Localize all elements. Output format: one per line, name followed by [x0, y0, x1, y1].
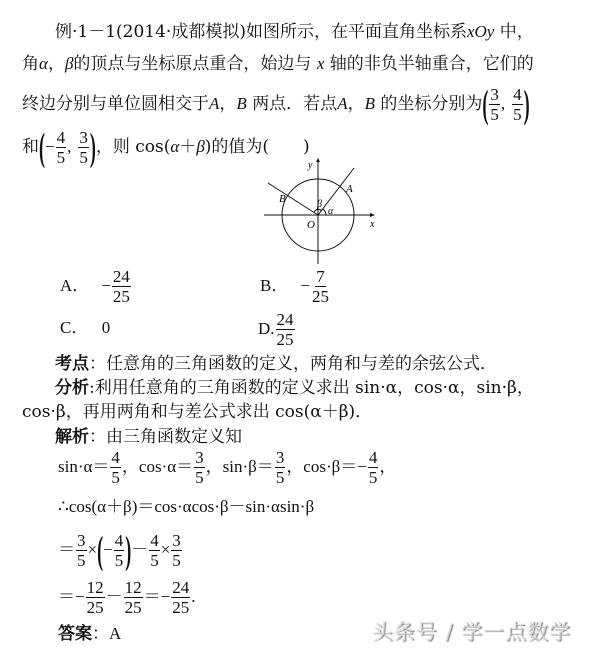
fraction — [114, 531, 125, 570]
point-a-label: A — [346, 183, 353, 195]
angle-alpha-arc — [323, 209, 326, 215]
numerator: 24 — [112, 266, 130, 286]
fenxi-text: :利用任意角的三角函数的定义求出 sin·α，cos·α，sin·β， — [89, 378, 534, 398]
fraction — [171, 531, 182, 570]
fraction — [171, 578, 190, 617]
equals-minus: ＝− — [143, 587, 171, 606]
option-a[interactable] — [60, 266, 132, 306]
problem-line-2 — [22, 54, 534, 74]
var-alpha: α — [170, 137, 180, 156]
numerator: 12 — [124, 577, 142, 597]
minus-sign: − — [45, 137, 55, 156]
formula-line — [58, 497, 314, 517]
fraction — [275, 448, 286, 487]
var-beta: β — [196, 137, 205, 156]
point-a-label: A — [209, 94, 220, 113]
sum-formula: ∴cos(α＋β)＝cos·αcos·β－sin·αsin·β — [58, 497, 315, 516]
fraction — [56, 128, 67, 167]
problem-text: ， — [347, 94, 365, 114]
option-d[interactable] — [258, 309, 296, 349]
numerator: 24 — [172, 577, 190, 597]
option-b[interactable] — [260, 266, 331, 306]
origin-label: O — [307, 219, 315, 231]
numerator: 3 — [275, 447, 285, 467]
problem-text: ，则 cos( — [95, 137, 171, 157]
minus-sign: － — [105, 587, 123, 606]
minus-sign: − — [300, 276, 310, 295]
fraction — [276, 310, 295, 349]
right-paren: ) — [89, 125, 96, 169]
right-paren: ) — [523, 82, 530, 126]
numerator: 3 — [79, 127, 88, 147]
var-xoy: xOy — [466, 22, 495, 41]
denominator: 25 — [311, 286, 329, 306]
fraction — [311, 267, 330, 306]
denominator: 5 — [111, 467, 120, 487]
step2-line — [58, 576, 195, 618]
fraction — [489, 85, 500, 124]
step1-line — [58, 524, 183, 576]
times-sign: × — [87, 540, 98, 559]
denominator: 5 — [195, 467, 204, 487]
comma: ， — [379, 457, 397, 476]
minus-sign: － — [131, 540, 149, 559]
problem-text: 和 — [22, 137, 39, 157]
numerator: 24 — [276, 309, 294, 329]
option-label: D. — [258, 319, 275, 338]
problem-text: 的顶点与坐标原点重合，始边与 — [73, 54, 312, 74]
jiexi-text: ：由三角函数定义知 — [89, 427, 242, 447]
point-b-label: B — [364, 94, 375, 113]
left-paren: ( — [97, 528, 104, 572]
numerator: 4 — [150, 530, 159, 550]
problem-text: 中， — [499, 22, 534, 42]
numerator: 7 — [316, 266, 325, 286]
left-paren: ( — [482, 82, 489, 126]
plus-sign: ＋ — [179, 137, 197, 157]
equals-sign: ＝ — [58, 540, 75, 559]
x-label: x — [370, 219, 375, 230]
sin-alpha-lhs: sin·α＝ — [58, 457, 110, 476]
problem-text: 终边分别与单位圆相交于 — [22, 94, 209, 114]
problem-text: 两点．若点 — [252, 94, 338, 114]
minus-sign: − — [101, 276, 111, 295]
denominator: 5 — [77, 550, 86, 570]
y-arrow-icon — [316, 158, 320, 162]
numerator: 4 — [111, 447, 120, 467]
kaodian-line — [55, 354, 497, 374]
denominator: 5 — [172, 550, 181, 570]
trig-values-line — [58, 446, 396, 488]
numerator: 4 — [513, 84, 522, 104]
watermark: 头条号 / 学一点数学 — [372, 620, 572, 644]
terminal-side-b — [268, 183, 318, 215]
fraction — [86, 578, 105, 617]
answer-label: 答案 — [58, 624, 92, 644]
x-arrow-icon — [370, 213, 375, 217]
period: . — [191, 587, 196, 606]
denominator: 5 — [490, 104, 499, 124]
denominator: 25 — [112, 286, 130, 306]
problem-text: ， — [47, 54, 65, 74]
denominator: 5 — [368, 467, 378, 487]
option-label: A． — [60, 276, 90, 295]
denominator: 5 — [513, 104, 522, 124]
problem-line-3 — [22, 84, 530, 124]
answer-value: ：A — [92, 624, 122, 643]
point-b-label: B — [279, 193, 286, 205]
jiexi-label: 解析 — [55, 427, 89, 447]
denominator: 25 — [86, 597, 104, 617]
cos-beta-lhs: ，cos·β＝− — [286, 457, 367, 476]
problem-text: ， — [219, 94, 237, 114]
problem-text: 角 — [22, 54, 39, 74]
option-value: 0 — [101, 318, 111, 337]
jiexi-line — [55, 427, 242, 447]
fraction — [110, 448, 121, 487]
problem-text: )的值为( ) — [204, 137, 310, 157]
fenxi-text: cos·β，再用两角和与差公式求出 cos(α＋β)． — [22, 402, 373, 422]
kaodian-text: ：任意角的三角函数的定义，两角和与差的余弦公式． — [89, 354, 497, 374]
times-sign: × — [160, 540, 171, 559]
fraction — [194, 448, 205, 487]
denominator: 5 — [150, 550, 159, 570]
answer-line — [58, 624, 121, 644]
var-alpha: α — [39, 54, 48, 73]
denominator: 25 — [172, 597, 190, 617]
unit-circle-diagram — [262, 158, 378, 266]
denominator: 5 — [79, 147, 88, 167]
numerator: 3 — [195, 447, 204, 467]
denominator: 5 — [114, 550, 124, 570]
point-b-label: B — [236, 94, 247, 113]
fenxi-line-2 — [22, 402, 372, 422]
denominator: 5 — [56, 147, 66, 167]
fenxi-label: 分析 — [55, 378, 89, 398]
comma: , — [500, 94, 506, 113]
numerator: 3 — [172, 530, 181, 550]
var-x: x — [316, 54, 325, 73]
y-label: y — [308, 160, 313, 171]
fraction — [76, 531, 87, 570]
numerator: 12 — [86, 577, 104, 597]
fraction — [78, 128, 89, 167]
kaodian-label: 考点 — [55, 354, 89, 374]
cos-alpha-lhs: ，cos·α＝ — [121, 457, 194, 476]
denominator: 5 — [275, 467, 285, 487]
fraction — [368, 448, 379, 487]
point-a-label: A — [337, 94, 348, 113]
denominator: 25 — [124, 597, 142, 617]
numerator: 3 — [490, 84, 499, 104]
fraction — [512, 85, 523, 124]
minus-sign: − — [103, 540, 113, 559]
equals-minus: ＝− — [58, 587, 85, 606]
option-label: B． — [260, 276, 289, 295]
fenxi-line — [55, 378, 534, 398]
numerator: 4 — [114, 530, 124, 550]
option-c[interactable] — [60, 318, 110, 338]
problem-text: 例·1－1(2014·成都模拟)如图所示，在平面直角坐标系 — [55, 22, 467, 42]
var-beta: β — [64, 54, 74, 73]
problem-text: 的坐标分别为 — [380, 94, 483, 114]
numerator: 4 — [368, 447, 378, 467]
option-label: C． — [60, 318, 89, 337]
fraction — [124, 578, 143, 617]
sin-beta-lhs: ，sin·β＝ — [205, 457, 274, 476]
fraction — [112, 267, 131, 306]
comma: , — [67, 137, 72, 156]
alpha-label: α — [328, 206, 334, 217]
problem-text: 轴的非负半轴重合，它们的 — [329, 54, 534, 74]
beta-label: β — [317, 199, 322, 210]
left-paren: ( — [39, 125, 45, 169]
problem-line-1 — [55, 22, 534, 42]
denominator: 25 — [276, 329, 294, 349]
numerator: 4 — [56, 127, 66, 147]
numerator: 3 — [77, 530, 86, 550]
right-paren: ) — [125, 528, 132, 572]
fraction — [149, 531, 160, 570]
